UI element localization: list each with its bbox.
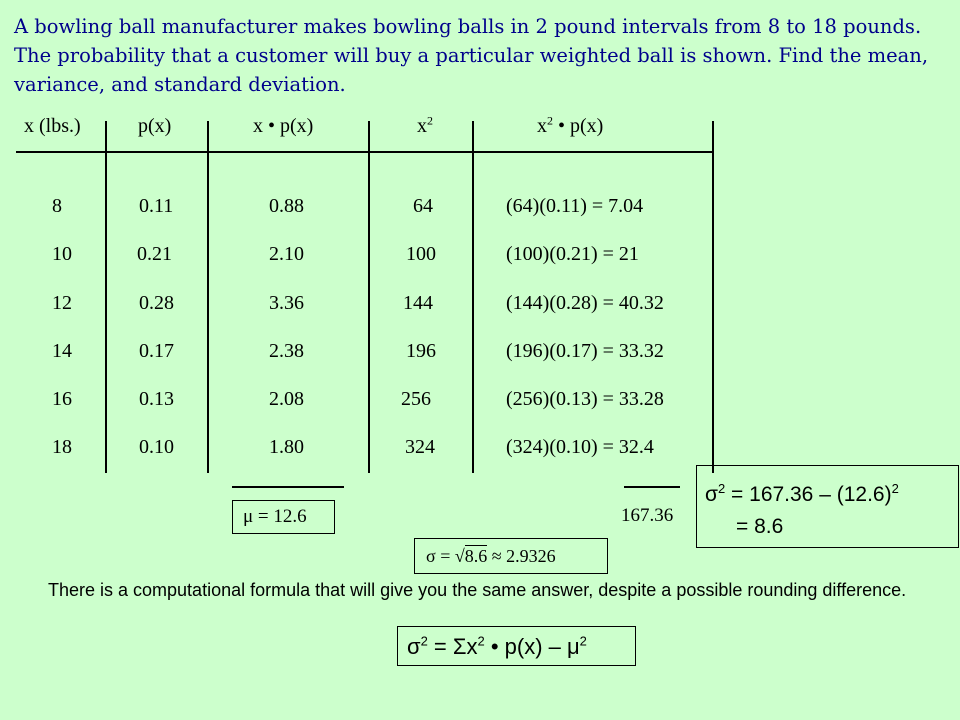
formula-box (397, 626, 636, 666)
cell-px: 0.10 (139, 436, 174, 458)
column-divider-3 (368, 121, 370, 473)
variance-box (696, 465, 959, 548)
cell-x-squared: 324 (405, 436, 435, 458)
variance-line-1: $\sigma^2 = 167.36 - (12.6)^2$ (705, 481, 899, 506)
cell-x-squared: 256 (401, 388, 431, 410)
cell-px: 0.11 (139, 195, 174, 217)
column-divider-2 (207, 121, 209, 473)
cell-x-squared: 100 (406, 243, 436, 265)
cell-x-squared-px: (196)(0.17) = 33.32 (506, 340, 664, 362)
cell-x: 10 (52, 243, 72, 265)
cell-xpx: 0.88 (269, 195, 304, 217)
column-divider-5 (712, 121, 714, 473)
cell-x: 12 (52, 292, 72, 314)
cell-x-squared: 196 (406, 340, 436, 362)
cell-x: 8 (52, 195, 62, 217)
cell-x-squared: 64 (413, 195, 433, 217)
cell-xpx: 3.36 (269, 292, 304, 314)
cell-xpx: 1.80 (269, 436, 304, 458)
column-divider-4 (472, 121, 474, 473)
column-divider-1 (105, 121, 107, 473)
mean-sum-line (232, 486, 344, 488)
cell-xpx: 2.38 (269, 340, 304, 362)
cell-x-squared-px: (64)(0.11) = 7.04 (506, 195, 644, 217)
variance-line-2: = 8.6 (736, 515, 784, 538)
cell-px: 0.21 (137, 243, 172, 265)
header-underline (16, 151, 714, 153)
note-text: There is a computational formula that will give you the same answer, despite a possible rounding difference. (48, 580, 907, 600)
sum-x-squared-px: 167.36 (621, 505, 674, 526)
header-xpx: x • p(x) (253, 115, 314, 137)
mean-value: μ = 12.6 (243, 506, 307, 527)
computational-formula: $\sigma^2 = \Sigma x^2$ • $p(x) - \mu^2$ (407, 633, 587, 659)
header-px: p(x) (138, 115, 172, 137)
cell-x-squared-px: (324)(0.10) = 32.4 (506, 436, 654, 458)
cell-x-squared-px: (144)(0.28) = 40.32 (506, 292, 664, 314)
cell-x-squared: 144 (403, 292, 433, 314)
cell-px: 0.17 (139, 340, 174, 362)
header-x-squared: $x^2$ (417, 113, 433, 137)
problem-statement: A bowling ball manufacturer makes bowling balls in 2 pound intervals from 8 to 18 pounds. The probability that a customer will buy a particular weighted ball is shown. Find the mean, variance, and standard deviation. (14, 15, 929, 96)
mean-box (232, 500, 335, 534)
cell-x: 16 (52, 388, 72, 410)
sum-line (624, 486, 680, 488)
cell-x: 18 (52, 436, 72, 458)
header-x: x (lbs.) (24, 115, 81, 137)
header-x-squared-px: $x^2$ • p(x) (537, 113, 604, 137)
std-dev-value: σ = √8.6 ≈ 2.9326 (426, 546, 556, 566)
std-dev-box (414, 538, 608, 574)
cell-xpx: 2.10 (269, 243, 304, 265)
cell-x-squared-px: (100)(0.21) = 21 (506, 243, 639, 265)
cell-px: 0.13 (139, 388, 174, 410)
cell-xpx: 2.08 (269, 388, 304, 410)
cell-x: 14 (52, 340, 72, 362)
cell-px: 0.28 (139, 292, 174, 314)
cell-x-squared-px: (256)(0.13) = 33.28 (506, 388, 664, 410)
